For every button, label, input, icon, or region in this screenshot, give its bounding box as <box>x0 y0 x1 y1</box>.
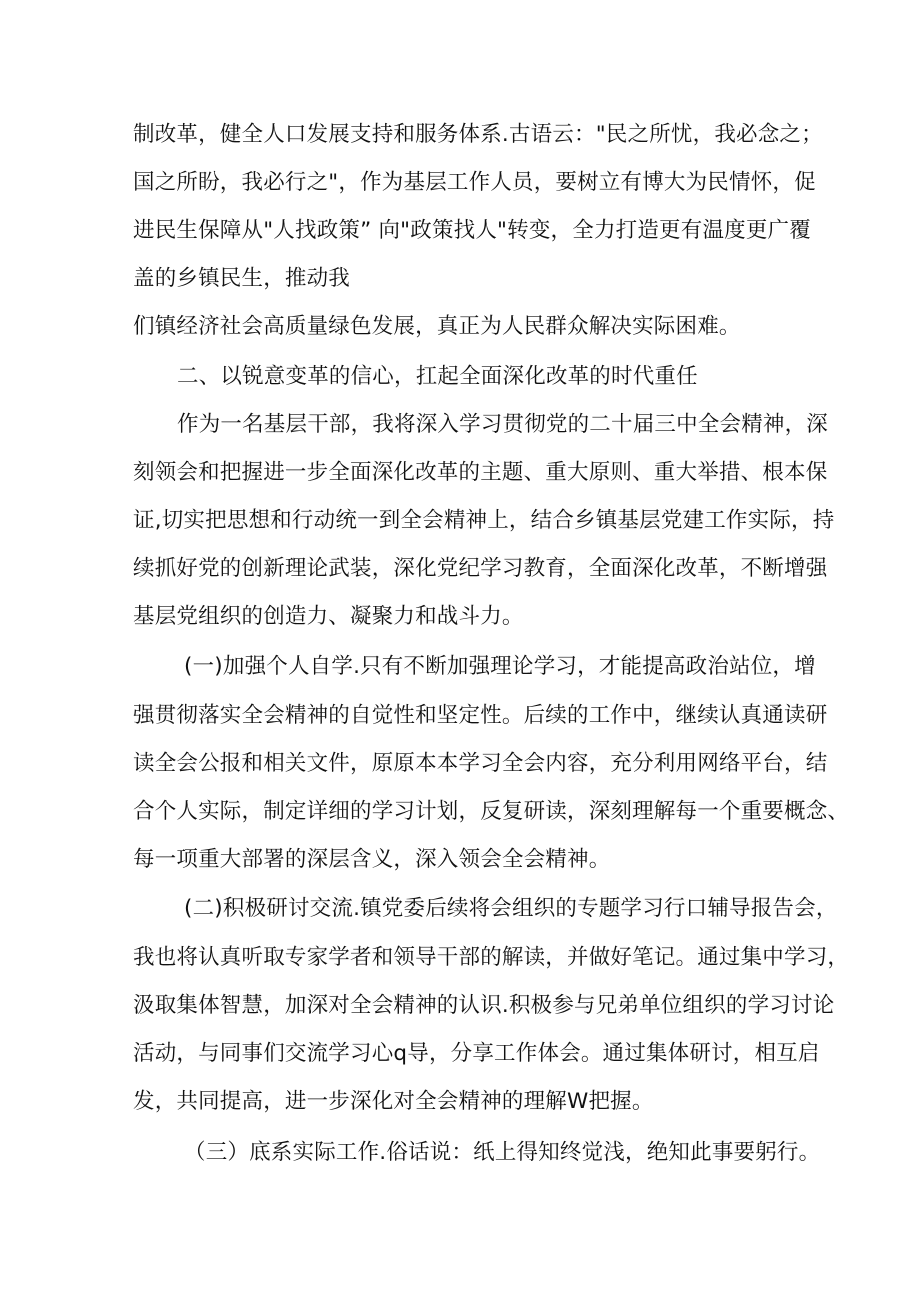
text-line: 作为一名基层干部，我将深入学习贯彻党的二十届三中全会精神，深 <box>177 412 829 437</box>
text-line: 发，共同提高，进一步深化对全会精神的理解W把握。 <box>133 1089 654 1114</box>
text-line: 合个人实际，制定详细的学习计划，反复研读，深刻理解每一个重要概念、 <box>133 799 850 824</box>
text-line: 强贯彻落实全会精神的自觉性和坚定性。后续的工作中，继续认真通读研 <box>133 703 828 728</box>
text-line: 读全会公报和相关文件，原原本本学习全会内容，充分利用网络平台，结 <box>133 751 828 776</box>
text-line: 进民生保障从"人找政策” 向"政策找人"转变，全力打造更有温度更广覆 <box>133 218 811 243</box>
text-line: (一)加强个人自学.只有不断加强理论学习，才能提高政治站位，增 <box>184 654 816 679</box>
text-line: 盖的乡镇民生，推动我 <box>133 266 351 291</box>
text-line: 刻领会和把握进一步全面深化改革的主题、重大原则、重大举措、根本保 <box>133 460 828 485</box>
text-line: 汲取集体智慧，加深对全会精神的认识.积极参与兄弟单位组织的学习讨论 <box>133 993 835 1018</box>
text-line: (二)积极研讨交流.镇党委后续将会组织的专题学习行口辅导报告会， <box>184 896 838 921</box>
text-line: 制改革，健全人口发展支持和服务体系.古语云："民之所忧，我必念之； <box>133 122 823 147</box>
text-line: 我也将认真听取专家学者和领导干部的解读，并做好笔记。通过集中学习， <box>133 945 850 970</box>
text-line: 每一项重大部署的深层含义，深入领会全会精神。 <box>133 847 611 872</box>
text-line: 证,切实把思想和行动统一到全会精神上，结合乡镇基层党建工作实际，持 <box>133 508 835 533</box>
text-line: 基层党组织的创造力、凝聚力和战斗力。 <box>133 604 524 629</box>
text-line: 活动，与同事们交流学习心q导，分享工作体会。通过集体研讨，相互启 <box>133 1041 820 1066</box>
text-line: 们镇经济社会高质量绿色发展，真正为人民群众解决实际困难。 <box>133 314 741 339</box>
text-line: （三）底系实际工作.俗话说：纸上得知终觉浅，绝知此事要躬行。 <box>184 1140 821 1165</box>
text-line: 续抓好党的创新理论武装，深化党纪学习教育，全面深化改革，不断增强 <box>133 556 828 581</box>
section-heading: 二、以锐意变革的信心，扛起全面深化改革的时代重任 <box>177 364 698 389</box>
text-line: 国之所盼，我必行之"，作为基层工作人员，要树立有博大为民情怀，促 <box>133 170 816 195</box>
